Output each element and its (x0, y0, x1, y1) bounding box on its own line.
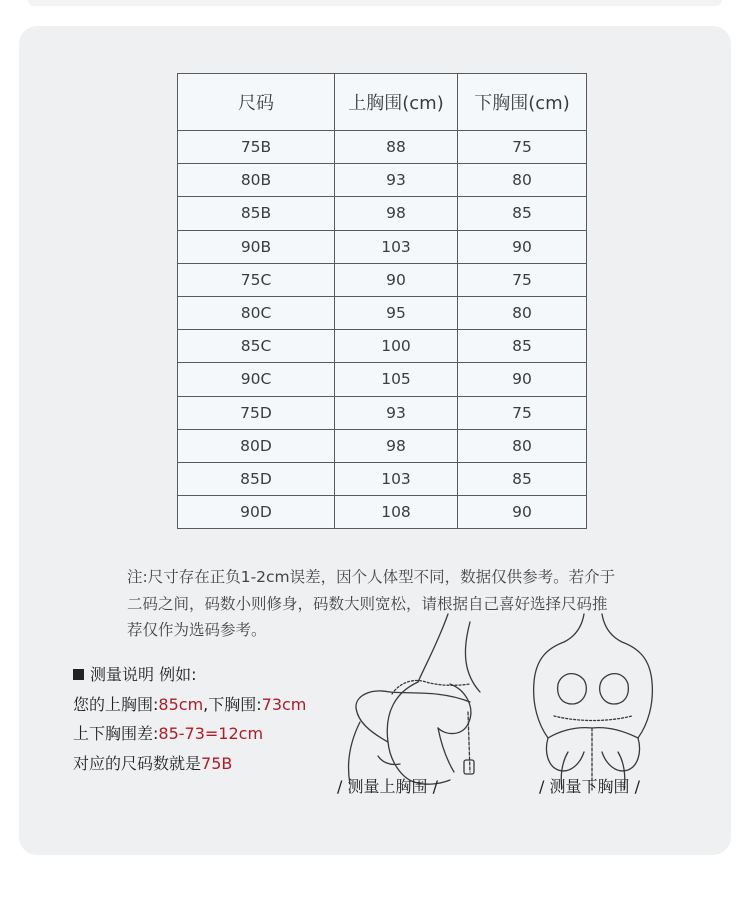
table-cell: 105 (335, 363, 458, 396)
table-cell: 85 (458, 330, 587, 363)
table-cell: 103 (335, 230, 458, 263)
table-row (178, 296, 587, 329)
upper-bust-measuring-illustration (330, 612, 490, 792)
table-cell: 80C (178, 296, 335, 329)
table-cell: 103 (335, 462, 458, 495)
table-cell: 90 (335, 263, 458, 296)
note-line: 注:尺寸存在正负1-2cm误差，因个人体型不同，数据仅供参考。若介于 (127, 568, 616, 586)
table-cell: 80 (458, 429, 587, 462)
table-cell: 75 (458, 131, 587, 164)
table-header-cell: 上胸围(cm) (335, 74, 458, 131)
table-cell: 80D (178, 429, 335, 462)
table-row (178, 197, 587, 230)
table-row (178, 496, 587, 529)
upper-bust-caption: / 测量上胸围 / (337, 777, 438, 796)
table-cell: 90D (178, 496, 335, 529)
note-line: 二码之间，码数小则修身，码数大则宽松，请根据自己喜好选择尺码推 (127, 594, 608, 613)
table-cell: 98 (335, 429, 458, 462)
diff-value: 85-73=12cm (158, 724, 264, 743)
table-header-cell: 下胸围(cm) (458, 74, 587, 131)
measure-result-row (73, 749, 373, 779)
table-row (178, 429, 587, 462)
result-value: 75B (201, 753, 233, 773)
size-table (177, 73, 587, 529)
table-cell: 100 (335, 330, 458, 363)
table-cell: 88 (335, 131, 458, 164)
table-cell: 93 (335, 164, 458, 197)
measure-title-row (73, 660, 373, 690)
table-row (178, 363, 587, 396)
table-cell: 75C (178, 263, 335, 296)
diff-label: 上下胸围差: (73, 724, 159, 743)
table-cell: 90C (178, 363, 335, 396)
table-row (178, 396, 587, 429)
table-cell: 95 (335, 296, 458, 329)
measure-diff-row (73, 719, 373, 749)
upper-value: 85cm (158, 694, 204, 714)
table-header-cell: 尺码 (178, 74, 335, 131)
under-bust-measuring-illustration (518, 612, 668, 792)
table-cell: 85B (178, 197, 335, 230)
square-bullet-icon (73, 669, 84, 680)
table-cell: 85C (178, 330, 335, 363)
table-header-row (178, 74, 587, 131)
table-cell: 80B (178, 164, 335, 197)
under-bust-caption: / 测量下胸围 / (539, 777, 640, 796)
table-row (178, 462, 587, 495)
table-row (178, 230, 587, 263)
table-cell: 75D (178, 396, 335, 429)
table-cell: 98 (335, 197, 458, 230)
table-cell: 85 (458, 197, 587, 230)
table-row (178, 164, 587, 197)
table-cell: 93 (335, 396, 458, 429)
upper-label: 您的上胸围: (73, 694, 159, 714)
measure-upper-row (73, 690, 373, 720)
table-row (178, 131, 587, 164)
table-body (178, 131, 587, 529)
table-cell: 75 (458, 263, 587, 296)
table-row (178, 263, 587, 296)
table-cell: 90 (458, 230, 587, 263)
table-cell: 85D (178, 462, 335, 495)
table-cell: 90B (178, 230, 335, 263)
table-cell: 80 (458, 296, 587, 329)
table-cell: 80 (458, 164, 587, 197)
table-cell: 85 (458, 462, 587, 495)
table-cell: 75 (458, 396, 587, 429)
table-cell: 90 (458, 363, 587, 396)
measurement-instructions (73, 660, 373, 778)
measure-title: 测量说明 例如: (90, 665, 197, 684)
table-row (178, 330, 587, 363)
result-label: 对应的尺码数就是 (73, 753, 202, 773)
lower-label: ,下胸围: (203, 694, 262, 714)
lower-value: 73cm (261, 694, 307, 714)
top-divider-strip (28, 0, 722, 6)
note-line: 荐仅作为选码参考。 (127, 621, 267, 639)
table-cell: 108 (335, 496, 458, 529)
table-cell: 75B (178, 131, 335, 164)
table-cell: 90 (458, 496, 587, 529)
